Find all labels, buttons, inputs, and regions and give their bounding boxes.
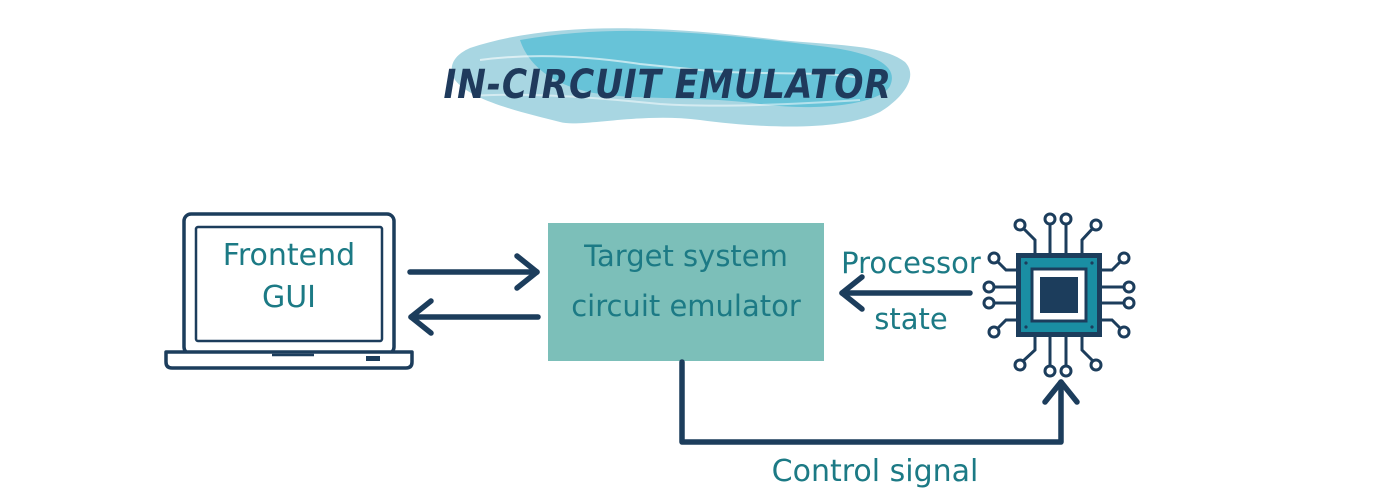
microchip-icon [984, 214, 1134, 376]
frontend-label-line1: Frontend [222, 238, 356, 273]
processor-state-line2: state [874, 302, 948, 336]
frontend-label-line2: GUI [261, 280, 317, 315]
emulator-label-line1: Target system [584, 239, 788, 273]
arrow-gui-to-emulator [410, 256, 537, 288]
control-signal-path [682, 362, 1077, 442]
diagram-title: IN-CIRCUIT EMULATOR [443, 62, 892, 108]
control-signal-label: Control signal [771, 454, 979, 489]
processor-state-label [826, 243, 996, 339]
frontend-label [196, 236, 382, 318]
arrow-emulator-to-gui [411, 301, 538, 333]
processor-state-line1: Processor [841, 246, 981, 280]
emulator-label [548, 236, 824, 326]
emulator-label-line2: circuit emulator [571, 289, 801, 323]
